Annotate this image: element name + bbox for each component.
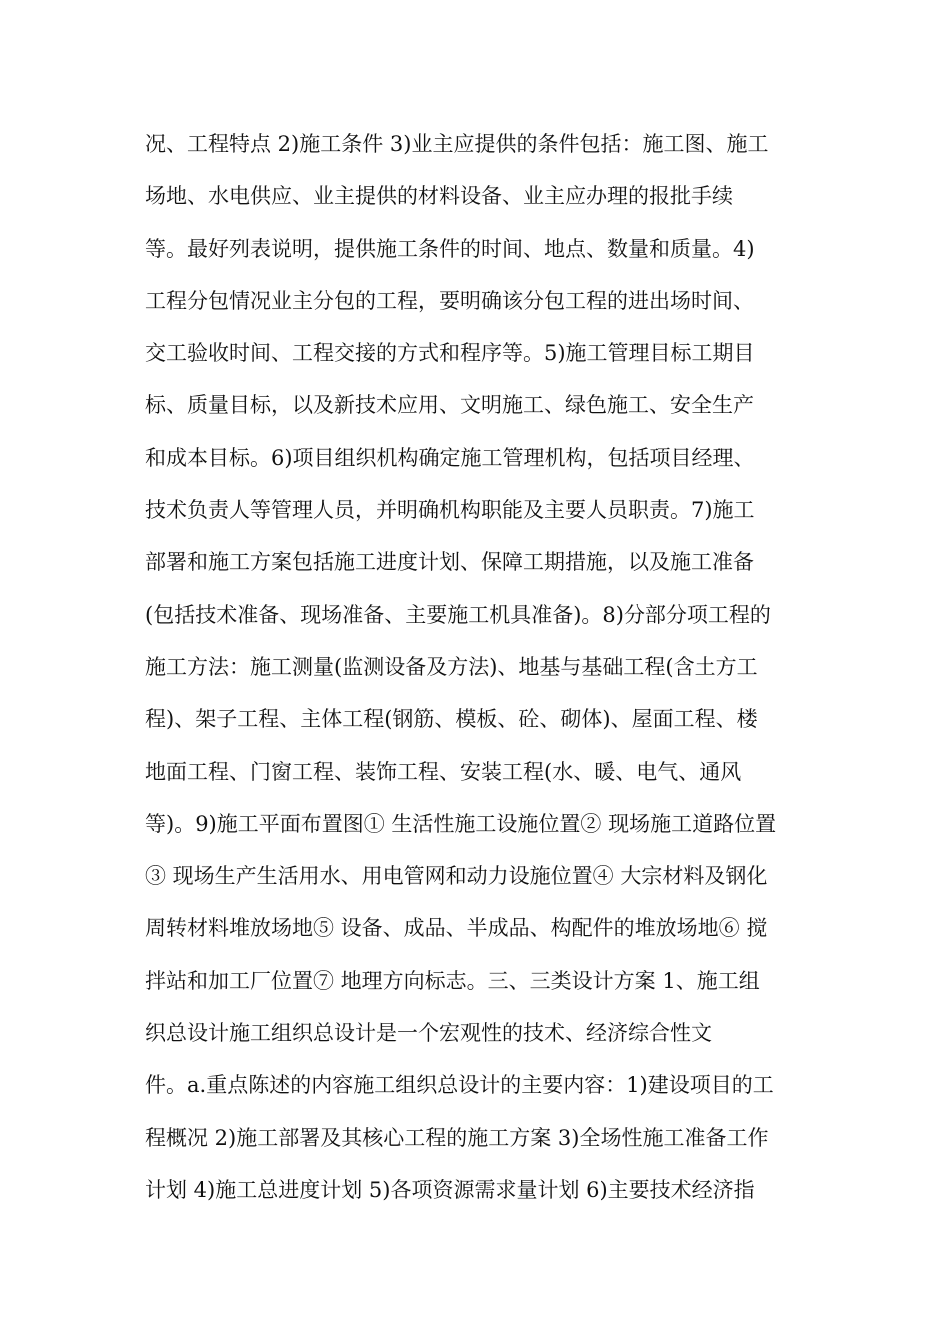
text-line-11: 施工方法：施工测量(监测设备及方法)、地基与基础工程(含土方工: [145, 654, 758, 679]
text-line-3: 等。最好列表说明，提供施工条件的时间、地点、数量和质量。4): [145, 236, 755, 261]
text-line-8: 技术负责人等管理人员，并明确机构职能及主要人员职责。7)施工: [145, 498, 755, 523]
text-line-5: 交工验收时间、工程交接的方式和程序等。5)施工管理目标工期目: [145, 341, 755, 366]
text-line-12: 程)、架子工程、主体工程(钢筋、模板、砼、砌体)、屋面工程、楼: [145, 707, 758, 732]
text-line-13: 地面工程、门窗工程、装饰工程、安装工程(水、暖、电气、通风: [145, 759, 742, 784]
text-line-6: 标、质量目标，以及新技术应用、文明施工、绿色施工、安全生产: [145, 393, 754, 418]
text-line-17: 拌站和加工厂位置⑦ 地理方向标志。三、三类设计方案 1、施工组: [145, 968, 760, 993]
text-line-16: 周转材料堆放场地⑤ 设备、成品、半成品、构配件的堆放场地⑥ 搅: [145, 916, 768, 941]
text-line-10: (包括技术准备、现场准备、主要施工机具准备)。8)分部分项工程的: [145, 602, 771, 627]
text-line-18: 织总设计施工组织总设计是一个宏观性的技术、经济综合性文: [145, 1021, 712, 1046]
text-line-15: ③ 现场生产生活用水、用电管网和动力设施位置④ 大宗材料及钢化: [145, 864, 768, 889]
text-line-2: 场地、水电供应、业主提供的材料设备、业主应办理的报批手续: [145, 184, 733, 209]
text-line-19: 件。a.重点陈述的内容施工组织总设计的主要内容：1)建设项目的工: [145, 1073, 774, 1098]
text-line-21: 计划 4)施工总进度计划 5)各项资源需求量计划 6)主要技术经济指: [145, 1177, 755, 1202]
text-line-14: 等)。9)施工平面布置图① 生活性施工设施位置② 现场施工道路位置: [145, 811, 777, 836]
text-line-4: 工程分包情况业主分包的工程，要明确该分包工程的进出场时间、: [145, 288, 754, 313]
text-line-9: 部署和施工方案包括施工进度计划、保障工期措施，以及施工准备: [145, 550, 754, 575]
text-line-1: 况、工程特点 2)施工条件 3)业主应提供的条件包括：施工图、施工: [145, 132, 769, 156]
text-line-20: 程概况 2)施工部署及其核心工程的施工方案 3)全场性施工准备工作: [145, 1125, 769, 1150]
body-text: [145, 118, 815, 1216]
text-line-7: 和成本目标。6)项目组织机构确定施工管理机构，包括项目经理、: [145, 445, 755, 470]
